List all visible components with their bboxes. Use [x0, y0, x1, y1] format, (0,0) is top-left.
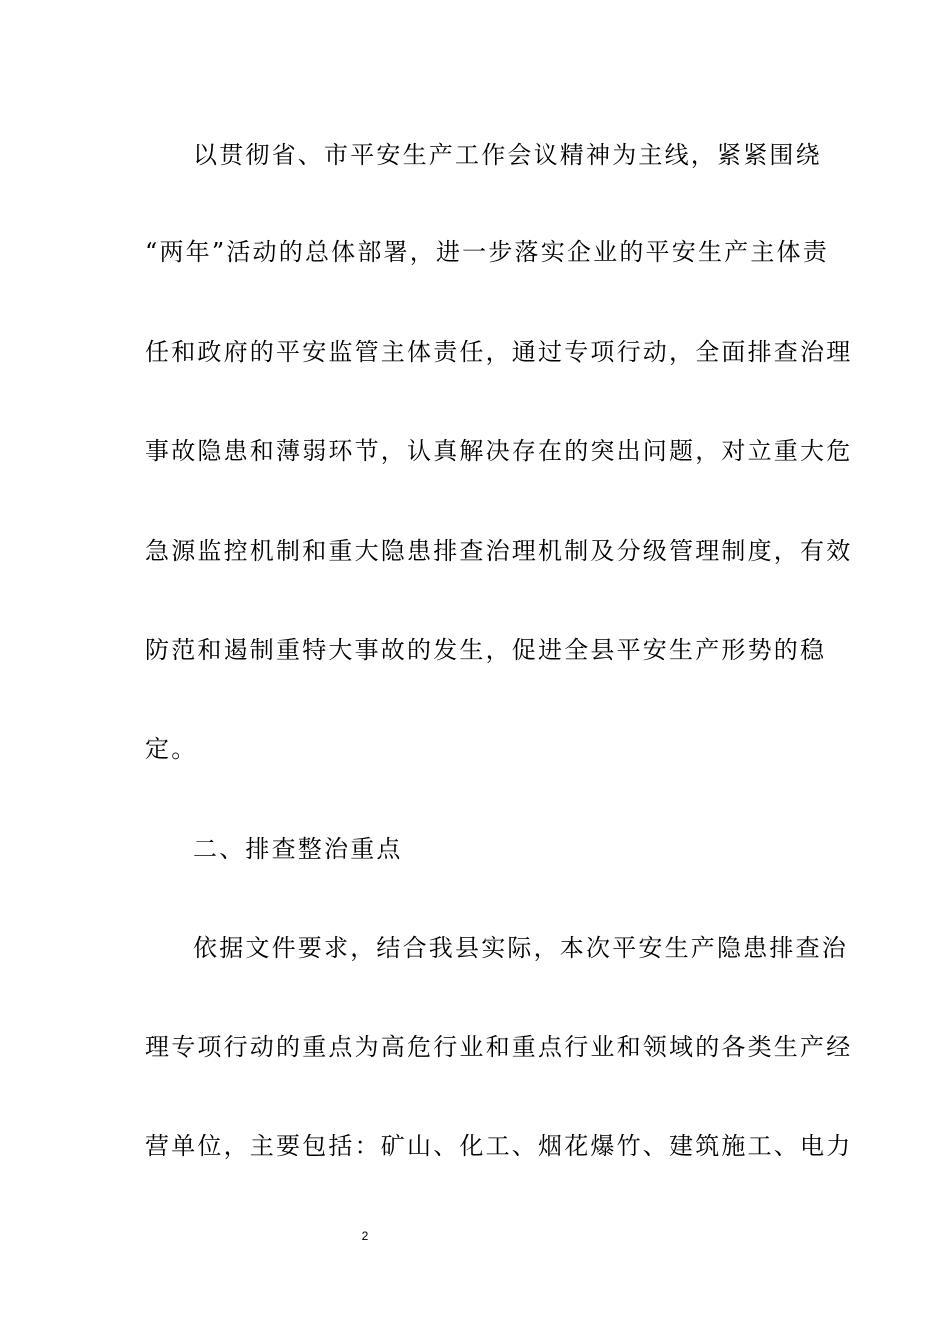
paragraph-2-line-1: 依据文件要求，结合我县实际，本次平安生产隐患排查治	[193, 934, 848, 962]
paragraph-2-line-2: 理专项行动的重点为高危行业和重点行业和领域的各类生产经	[145, 1033, 853, 1061]
paragraph-1-line-1: 以贯彻省、市平安生产工作会议精神为主线，紧紧围绕	[193, 141, 822, 169]
paragraph-2-line-3: 营单位，主要包括：矿山、化工、烟花爆竹、建筑施工、电力	[145, 1132, 853, 1160]
paragraph-1-line-2: “两年”活动的总体部署，进一步落实企业的平安生产主体责	[145, 238, 829, 266]
page-number: 2	[361, 1229, 369, 1243]
paragraph-1-line-6: 防范和遏制重特大事故的发生，促进全县平安生产形势的稳	[145, 636, 827, 664]
paragraph-1-line-3: 任和政府的平安监管主体责任，通过专项行动，全面排查治理	[145, 338, 853, 366]
paragraph-1-line-4: 事故隐患和薄弱环节，认真解决存在的突出问题，对立重大危	[145, 437, 853, 465]
section-heading: 二、排查整治重点	[193, 835, 403, 863]
paragraph-1-line-5: 急源监控机制和重大隐患排查治理机制及分级管理制度，有效	[145, 537, 853, 565]
paragraph-1-line-7: 定。	[145, 735, 198, 763]
